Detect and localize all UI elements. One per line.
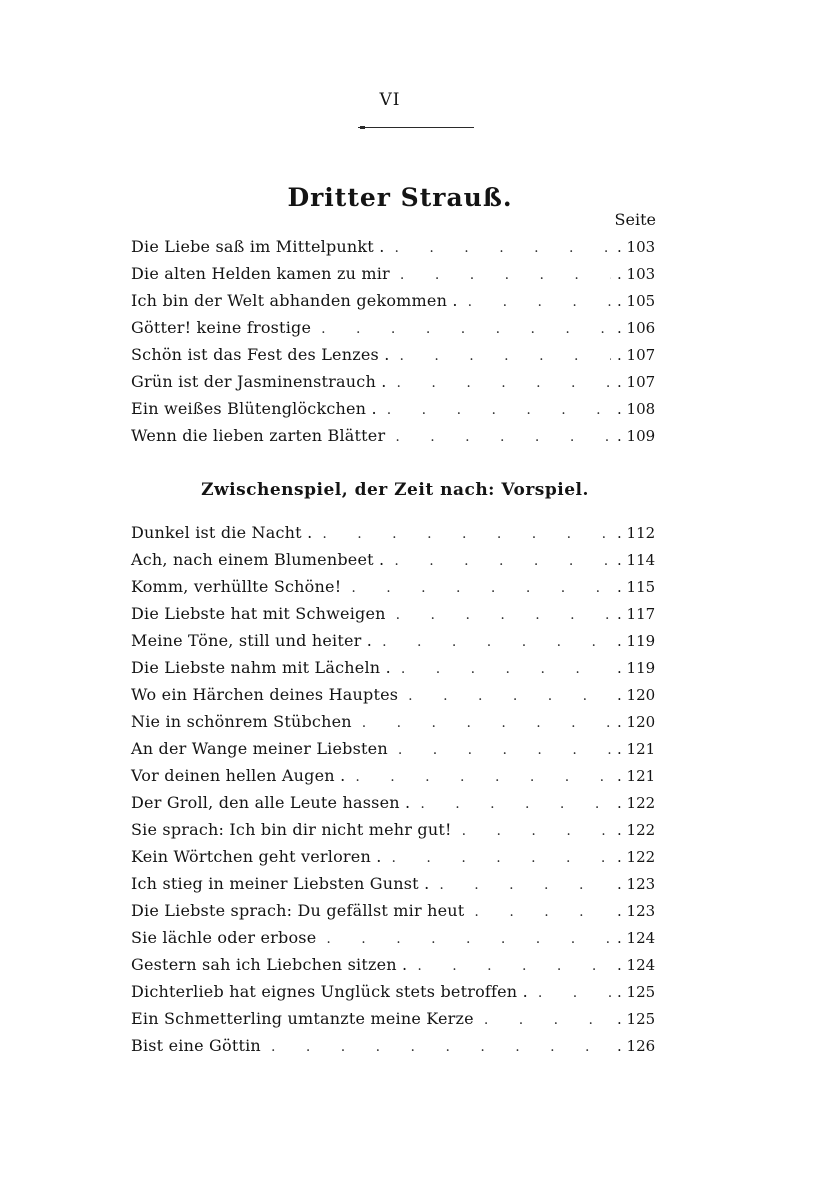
- toc-entry: [131, 600, 656, 627]
- toc-entry: [131, 897, 656, 924]
- header-divider-mark: [360, 126, 365, 129]
- toc-entry-page: . 112: [617, 524, 656, 542]
- toc-entry-page: . 121: [617, 740, 656, 758]
- toc-entry: [131, 843, 656, 870]
- toc-entry: [131, 735, 656, 762]
- toc-entry-page: . 108: [617, 400, 656, 418]
- dot-leader: [355, 764, 611, 791]
- toc-entry-page: . 107: [617, 373, 656, 391]
- toc-entry-title: Die Liebste hat mit Schweigen: [131, 604, 386, 623]
- dot-leader: [321, 316, 611, 343]
- toc-entry-title: Der Groll, den alle Leute hassen .: [131, 793, 411, 812]
- toc-entry-title: Götter! keine frostige: [131, 318, 312, 337]
- toc-entry: [131, 314, 656, 341]
- dot-leader: [271, 1034, 611, 1061]
- toc-entry-title: Kein Wörtchen geht verloren .: [131, 847, 382, 866]
- toc-entry: [131, 287, 656, 314]
- dot-leader: [439, 872, 611, 899]
- toc-entry: [131, 654, 656, 681]
- toc-entry-page: . 120: [617, 713, 656, 731]
- toc-entry-page: . 122: [617, 821, 656, 839]
- dot-leader: [401, 656, 611, 683]
- dot-leader: [394, 548, 611, 575]
- toc-entry: [131, 546, 656, 573]
- toc-entry-title: Sie sprach: Ich bin dir nicht mehr gut!: [131, 820, 452, 839]
- dot-leader: [395, 424, 611, 451]
- toc-entry-title: Ein weißes Blütenglöckchen .: [131, 399, 377, 418]
- toc-entry: [131, 573, 656, 600]
- toc-entry: [131, 681, 656, 708]
- toc-entry-page: . 121: [617, 767, 656, 785]
- dot-leader: [396, 602, 611, 629]
- dot-leader: [417, 953, 611, 980]
- toc-entry: [131, 233, 656, 260]
- toc-entry: [131, 260, 656, 287]
- toc-entry-title: Grün ist der Jasminenstrauch .: [131, 372, 387, 391]
- toc-entry-page: . 122: [617, 848, 656, 866]
- toc-entry-title: Wo ein Härchen deines Hauptes: [131, 685, 399, 704]
- dot-leader: [382, 629, 611, 656]
- toc-entry-page: . 122: [617, 794, 656, 812]
- dot-leader: [387, 397, 611, 424]
- dot-leader: [474, 899, 611, 926]
- toc-entry-page: . 115: [617, 578, 656, 596]
- dot-leader: [468, 289, 611, 316]
- toc-entry-page: . 119: [617, 632, 656, 650]
- toc-entry-title: Die Liebste sprach: Du gefällst mir heut: [131, 901, 465, 920]
- toc-entry: [131, 951, 656, 978]
- toc-entry-page: . 107: [617, 346, 656, 364]
- dot-leader: [322, 521, 611, 548]
- toc-entry-title: Die alten Helden kamen zu mir: [131, 264, 390, 283]
- toc-entry-page: . 124: [617, 929, 656, 947]
- toc-entry-page: . 103: [617, 238, 656, 256]
- toc-entry-title: Schön ist das Fest des Lenzes .: [131, 345, 390, 364]
- dot-leader: [484, 1007, 611, 1034]
- dot-leader: [399, 343, 611, 370]
- dot-leader: [395, 235, 612, 262]
- toc-entry: [131, 395, 656, 422]
- toc-entry-title: Meine Töne, still und heiter .: [131, 631, 373, 650]
- subsection-entries-list: [131, 519, 656, 1059]
- toc-entry-page: . 103: [617, 265, 656, 283]
- toc-entry-title: Wenn die lieben zarten Blätter: [131, 426, 386, 445]
- toc-entry-page: . 109: [617, 427, 656, 445]
- toc-entry-page: . 123: [617, 902, 656, 920]
- section-title: Dritter Strauß.: [287, 183, 513, 212]
- toc-entry-page: . 105: [617, 292, 656, 310]
- page-column-label: Seite: [614, 210, 656, 229]
- toc-entry-page: . 125: [617, 1010, 656, 1028]
- toc-entry-page: . 114: [617, 551, 656, 569]
- toc-entry-page: . 119: [617, 659, 656, 677]
- toc-entry: [131, 924, 656, 951]
- header-divider: [358, 127, 474, 128]
- toc-entry-title: Die Liebe saß im Mittelpunkt .: [131, 237, 385, 256]
- dot-leader: [362, 710, 611, 737]
- toc-entry: [131, 1032, 656, 1059]
- toc-entry-title: Nie in schönrem Stübchen: [131, 712, 352, 731]
- toc-entry-page: . 120: [617, 686, 656, 704]
- toc-entry-page: . 117: [617, 605, 656, 623]
- page-number: VI: [379, 90, 401, 110]
- toc-entry-page: . 126: [617, 1037, 656, 1055]
- toc-entry: [131, 870, 656, 897]
- toc-entry: [131, 762, 656, 789]
- dot-leader: [351, 575, 611, 602]
- toc-entry: [131, 816, 656, 843]
- toc-entry-title: Bist eine Göttin: [131, 1036, 261, 1055]
- section-entries-list: [131, 233, 656, 449]
- subsection-title: Zwischenspiel, der Zeit nach: Vorspiel.: [201, 480, 589, 500]
- toc-entry: [131, 341, 656, 368]
- toc-entry: [131, 789, 656, 816]
- toc-entry-title: Dunkel ist die Nacht .: [131, 523, 313, 542]
- dot-leader: [392, 845, 611, 872]
- toc-entry-page: . 125: [617, 983, 656, 1001]
- dot-leader: [408, 683, 611, 710]
- toc-entry-title: Die Liebste nahm mit Lächeln .: [131, 658, 391, 677]
- dot-leader: [462, 818, 611, 845]
- toc-entry-title: Gestern sah ich Liebchen sitzen .: [131, 955, 408, 974]
- toc-entry-title: Ich stieg in meiner Liebsten Gunst .: [131, 874, 430, 893]
- toc-entry: [131, 1005, 656, 1032]
- toc-entry: [131, 519, 656, 546]
- toc-entry-title: Vor deinen hellen Augen .: [131, 766, 346, 785]
- toc-entry-title: Ein Schmetterling umtanzte meine Kerze: [131, 1009, 474, 1028]
- toc-entry-title: An der Wange meiner Liebsten: [131, 739, 388, 758]
- toc-entry: [131, 368, 656, 395]
- dot-leader: [397, 370, 611, 397]
- toc-entry-title: Ach, nach einem Blumenbeet .: [131, 550, 385, 569]
- dot-leader: [326, 926, 611, 953]
- toc-entry: [131, 978, 656, 1005]
- toc-entry-page: . 123: [617, 875, 656, 893]
- toc-entry-page: . 124: [617, 956, 656, 974]
- toc-entry: [131, 627, 656, 654]
- toc-entry-page: . 106: [617, 319, 656, 337]
- toc-entry-title: Ich bin der Welt abhanden gekommen .: [131, 291, 458, 310]
- dot-leader: [400, 262, 611, 289]
- dot-leader: [398, 737, 611, 764]
- toc-entry: [131, 422, 656, 449]
- toc-entry-title: Komm, verhüllte Schöne!: [131, 577, 342, 596]
- toc-entry-title: Dichterlieb hat eignes Unglück stets betroffen .: [131, 982, 528, 1001]
- dot-leader: [420, 791, 611, 818]
- dot-leader: [538, 980, 611, 1007]
- toc-entry-title: Sie lächle oder erbose: [131, 928, 317, 947]
- toc-entry: [131, 708, 656, 735]
